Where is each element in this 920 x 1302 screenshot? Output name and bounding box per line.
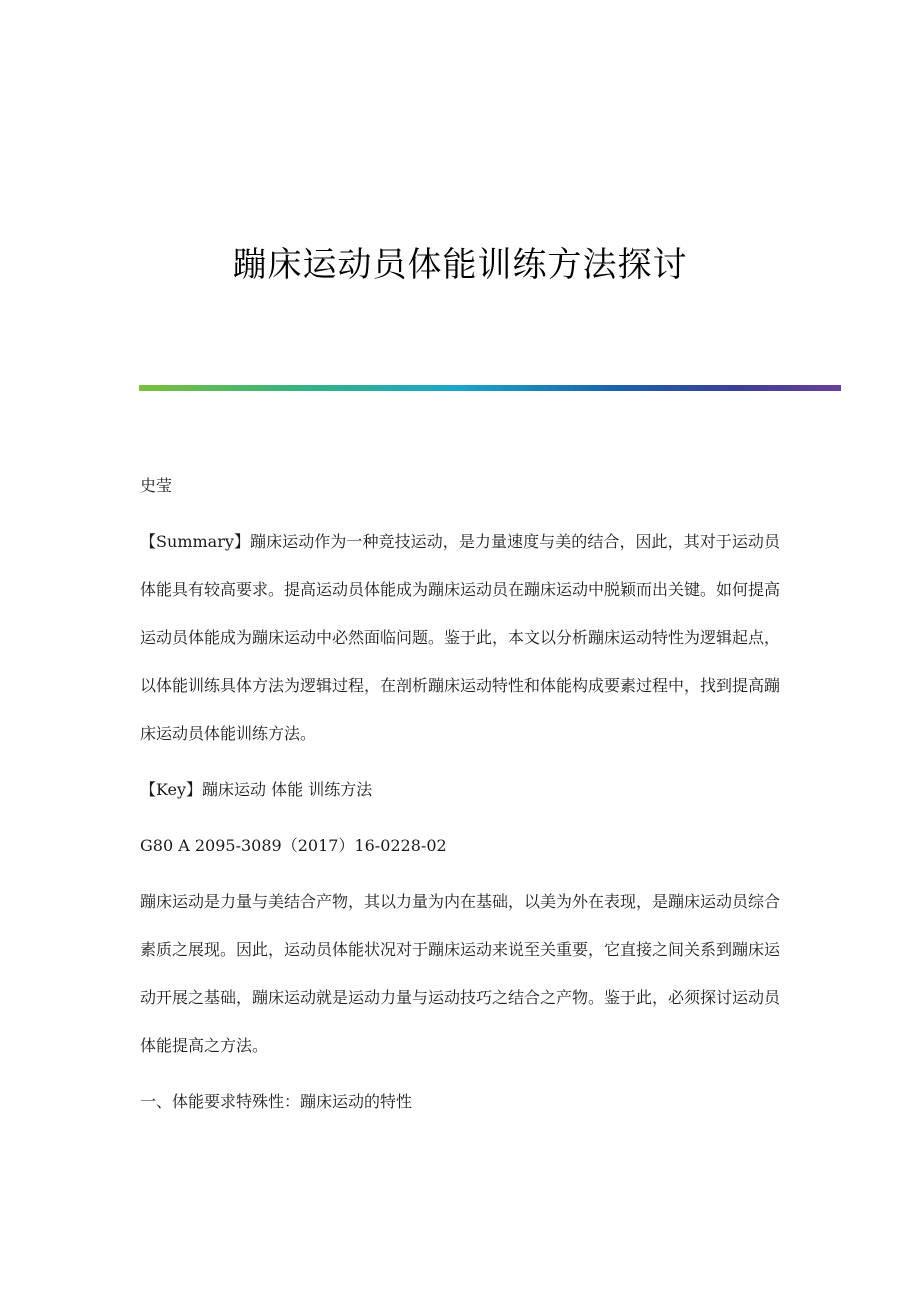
author: 史莹 [140, 476, 173, 495]
summary-text: 蹦床运动作为一种竞技运动，是力量速度与美的结合，因此，其对于运动员体能具有较高要求。提高运动员体能成为蹦床运动员在蹦床运动中脱颖而出关键。如何提高运动员体能成为蹦床运动中必然面临问题。鉴于此，本文以分析蹦床运动特性为逻辑起点，以体能训练具体方法为逻辑过程，在剖析蹦床运动特性和体能构成要素过程中，找到提高蹦床运动员体能训练方法。 [140, 532, 781, 743]
classification-code: G80 A 2095-3089（2017）16-0228-02 [140, 836, 447, 855]
summary-paragraph [140, 518, 780, 758]
keywords-text: 蹦床运动 体能 训练方法 [202, 780, 373, 799]
body-paragraph: 蹦床运动是力量与美结合产物，其以力量为内在基础，以美为外在表现，是蹦床运动员综合素质之展现。因此，运动员体能状况对于蹦床运动来说至关重要，它直接之间关系到蹦床运动开展之基础，蹦床运动就是运动力量与运动技巧之结合之产物。鉴于此，必须探讨运动员体能提高之方法。 [140, 892, 781, 1055]
page-title: 蹦床运动员体能训练方法探讨 [232, 244, 688, 285]
summary-label: 【Summary】 [140, 532, 251, 551]
document-body [140, 462, 780, 1126]
title-divider [139, 385, 841, 391]
section-heading: 一、体能要求特殊性：蹦床运动的特性 [140, 1092, 413, 1111]
keywords-label: 【Key】 [140, 780, 203, 799]
keywords-paragraph [140, 766, 780, 814]
